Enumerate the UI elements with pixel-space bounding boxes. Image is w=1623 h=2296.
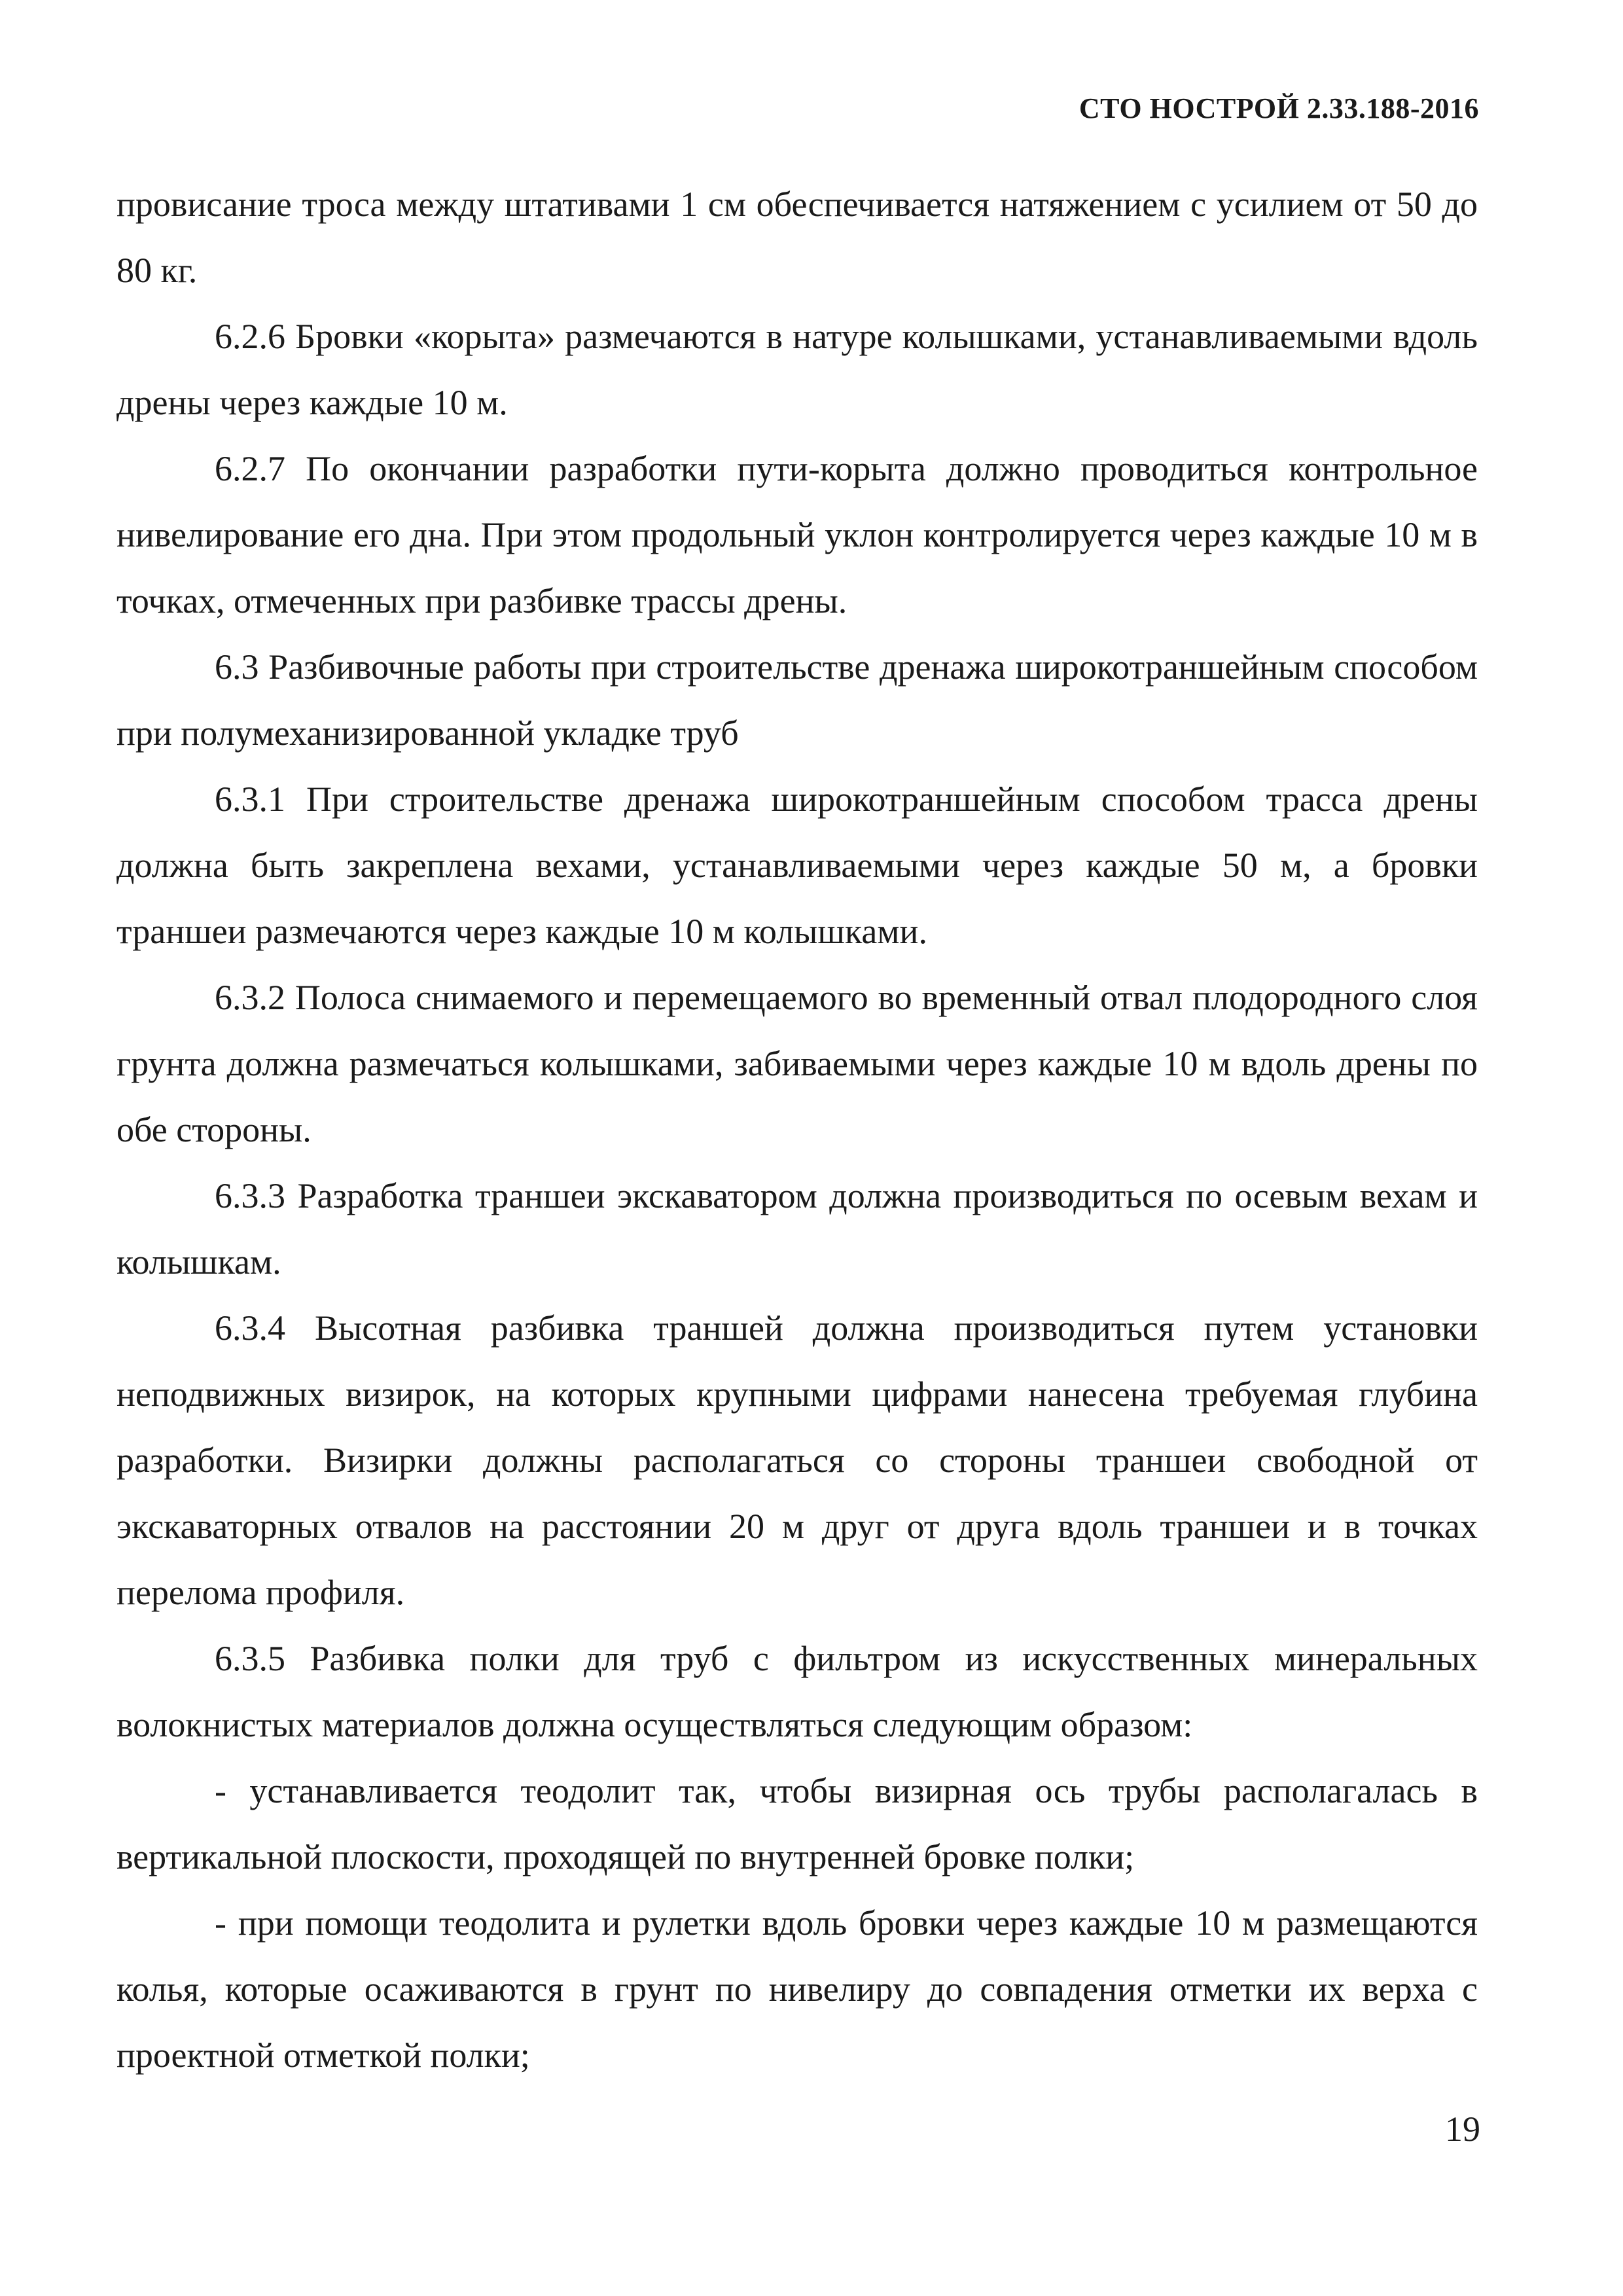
paragraph-6-3-5: 6.3.5 Разбивка полки для труб с фильтром из искусственных минеральных волокнистых материалов должна осуществляться следующим образом:	[116, 1639, 1478, 1744]
section-heading-6-3: 6.3 Разбивочные работы при строительстве дренажа широкотраншейным способом при полумеханизированной укладке труб	[116, 647, 1478, 753]
paragraph-6-3-3: 6.3.3 Разработка траншеи экскаватором должна производиться по осевым вехам и колышкам.	[116, 1176, 1478, 1282]
document-code-header: СТО НОСТРОЙ 2.33.188-2016	[1079, 92, 1479, 124]
paragraph-6-2-6: 6.2.6 Бровки «корыта» размечаются в натуре колышками, устанавливаемыми вдоль дрены через каждые 10 м.	[116, 317, 1478, 422]
list-item-stakes: - при помощи теодолита и рулетки вдоль бровки через каждые 10 м размещаются колья, которые осаживаются в грунт по нивелиру до совпадения отметки их верха с проектной отметкой полки;	[116, 1903, 1478, 2075]
page-body	[116, 171, 1478, 2089]
paragraph-6-3-4: 6.3.4 Высотная разбивка траншей должна производиться путем установки неподвижных визирок, на которых крупными цифрами нанесена требуемая глубина разработки. Визирки должны располагаться со стороны траншеи свободной от экскаваторных отвалов на расстоянии 20 м друг от друга вдоль траншеи и в точках перелома профиля.	[116, 1308, 1478, 1612]
list-item-theodolite: - устанавливается теодолит так, чтобы визирная ось трубы располагалась в вертикальной плоскости, проходящей по внутренней бровке полки;	[116, 1771, 1478, 1876]
paragraph-6-3-1: 6.3.1 При строительстве дренажа широкотраншейным способом трасса дрены должна быть закреплена вехами, устанавливаемыми через каждые 50 м, а бровки траншеи размечаются через каждые 10 м колышками.	[116, 780, 1478, 951]
paragraph-6-2-7: 6.2.7 По окончании разработки пути-корыта должно проводиться контрольное нивелирование его дна. При этом продольный уклон контролируется через каждые 10 м в точках, отмеченных при разбивке трассы дрены.	[116, 449, 1478, 620]
paragraph-continuation: провисание троса между штативами 1 см обеспечивается натяжением с усилием от 50 до 80 кг.	[116, 185, 1478, 290]
page-number: 19	[1445, 2109, 1480, 2149]
paragraph-6-3-2: 6.3.2 Полоса снимаемого и перемещаемого во временный отвал плодородного слоя грунта должна размечаться колышками, забиваемыми через каждые 10 м вдоль дрены по обе стороны.	[116, 978, 1478, 1149]
